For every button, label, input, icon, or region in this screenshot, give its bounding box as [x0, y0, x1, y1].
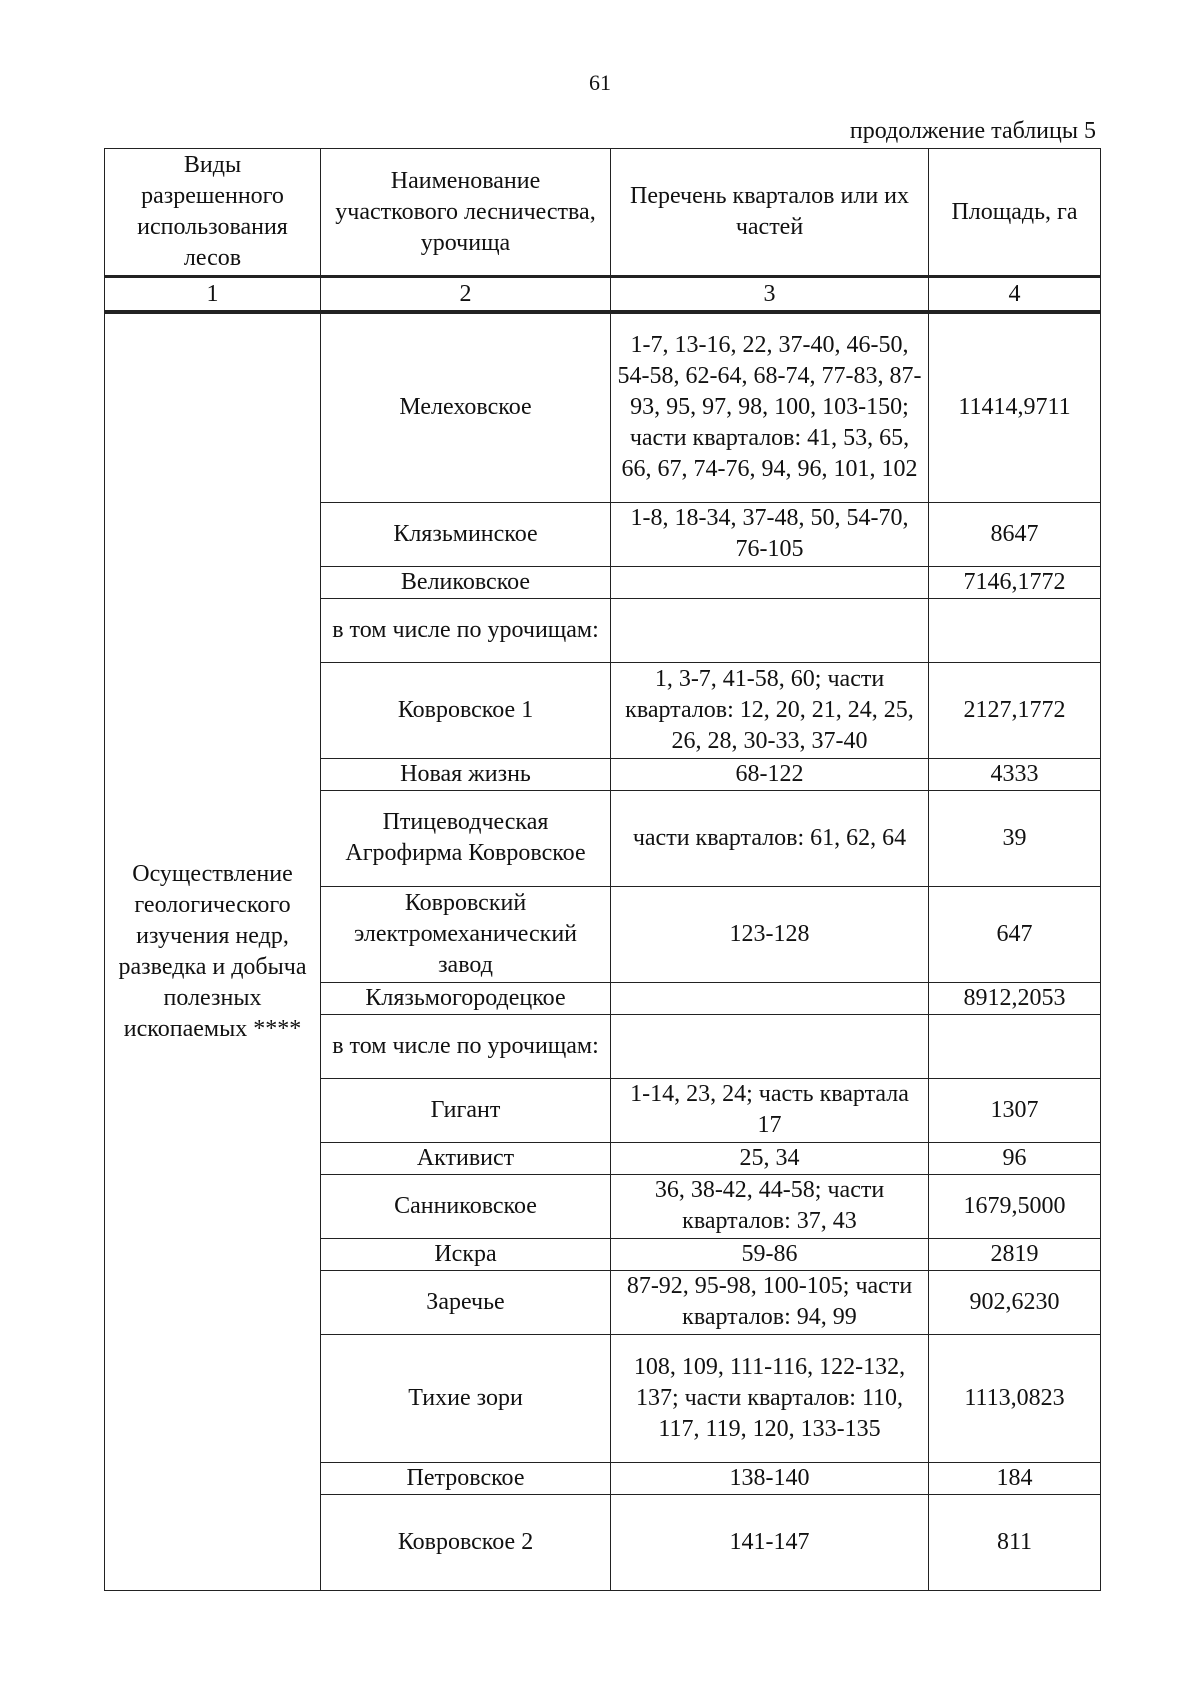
quarters-cell — [611, 1014, 929, 1078]
area-cell: 184 — [929, 1462, 1101, 1494]
area-cell: 811 — [929, 1494, 1101, 1590]
area-cell — [929, 598, 1101, 662]
column-number: 3 — [611, 277, 929, 313]
forestry-name-cell: Мелеховское — [321, 312, 611, 502]
header-area: Площадь, га — [929, 149, 1101, 277]
quarters-cell: 123-128 — [611, 886, 929, 982]
quarters-cell: 1, 3-7, 41-58, 60; части кварталов: 12, 20, 21, 24, 25, 26, 28, 30-33, 37-40 — [611, 662, 929, 758]
forestry-name-cell: Новая жизнь — [321, 758, 611, 790]
use-type-cell: Осуществление геологического изучения недр, разведка и добыча полезных ископаемых **** — [105, 312, 321, 1590]
quarters-cell: 1-8, 18-34, 37-48, 50, 54-70, 76-105 — [611, 502, 929, 566]
quarters-cell — [611, 982, 929, 1014]
header-quarters: Перечень кварталов или их частей — [611, 149, 929, 277]
forestry-name-cell: Гигант — [321, 1078, 611, 1142]
area-cell: 2819 — [929, 1238, 1101, 1270]
forestry-name-cell: Ковровский электромеханический завод — [321, 886, 611, 982]
forestry-name-cell: Великовское — [321, 566, 611, 598]
forestry-name-cell: Ковровское 1 — [321, 662, 611, 758]
forestry-name-cell: в том числе по урочищам: — [321, 1014, 611, 1078]
quarters-cell: 1-7, 13-16, 22, 37-40, 46-50, 54-58, 62-64, 68-74, 77-83, 87-93, 95, 97, 98, 100, 103-150; части кварталов: 41, 53, 65, 66, 67, 74-76, 94, 96, 101, 102 — [611, 312, 929, 502]
area-cell: 4333 — [929, 758, 1101, 790]
area-cell: 11414,9711 — [929, 312, 1101, 502]
area-cell: 2127,1772 — [929, 662, 1101, 758]
forestry-name-cell: Клязьмогородецкое — [321, 982, 611, 1014]
page-number: 61 — [589, 70, 611, 95]
forest-use-table — [104, 148, 1101, 1591]
area-cell: 39 — [929, 790, 1101, 886]
area-cell: 647 — [929, 886, 1101, 982]
quarters-cell: 36, 38-42, 44-58; части кварталов: 37, 43 — [611, 1174, 929, 1238]
header-use-type: Виды разрешенного использования лесов — [105, 149, 321, 277]
area-cell: 1113,0823 — [929, 1334, 1101, 1462]
forestry-name-cell: Ковровское 2 — [321, 1494, 611, 1590]
table-row — [105, 312, 1101, 502]
quarters-cell: части кварталов: 61, 62, 64 — [611, 790, 929, 886]
forestry-name-cell: Птицеводческая Агрофирма Ковровское — [321, 790, 611, 886]
forestry-name-cell: Активист — [321, 1142, 611, 1174]
column-number: 2 — [321, 277, 611, 313]
quarters-cell: 68-122 — [611, 758, 929, 790]
area-cell: 1307 — [929, 1078, 1101, 1142]
area-cell: 8912,2053 — [929, 982, 1101, 1014]
forestry-name-cell: Заречье — [321, 1270, 611, 1334]
table-header-row — [105, 149, 1101, 277]
forestry-name-cell: Петровское — [321, 1462, 611, 1494]
quarters-cell: 141-147 — [611, 1494, 929, 1590]
column-number-row — [105, 277, 1101, 313]
table-continuation-label: продолжение таблицы 5 — [849, 118, 1096, 144]
header-forestry-name: Наименование участкового лесничества, урочища — [321, 149, 611, 277]
quarters-cell: 1-14, 23, 24; часть квартала 17 — [611, 1078, 929, 1142]
forestry-name-cell: Санниковское — [321, 1174, 611, 1238]
area-cell: 96 — [929, 1142, 1101, 1174]
area-cell: 1679,5000 — [929, 1174, 1101, 1238]
area-cell: 8647 — [929, 502, 1101, 566]
forestry-name-cell: Искра — [321, 1238, 611, 1270]
forestry-name-cell: Клязьминское — [321, 502, 611, 566]
quarters-cell — [611, 566, 929, 598]
column-number: 4 — [929, 277, 1101, 313]
area-cell — [929, 1014, 1101, 1078]
quarters-cell: 138-140 — [611, 1462, 929, 1494]
quarters-cell: 108, 109, 111-116, 122-132, 137; части кварталов: 110, 117, 119, 120, 133-135 — [611, 1334, 929, 1462]
area-cell: 902,6230 — [929, 1270, 1101, 1334]
quarters-cell: 87-92, 95-98, 100-105; части кварталов: 94, 99 — [611, 1270, 929, 1334]
quarters-cell — [611, 598, 929, 662]
area-cell: 7146,1772 — [929, 566, 1101, 598]
quarters-cell: 25, 34 — [611, 1142, 929, 1174]
forestry-name-cell: в том числе по урочищам: — [321, 598, 611, 662]
column-number: 1 — [105, 277, 321, 313]
quarters-cell: 59-86 — [611, 1238, 929, 1270]
forestry-name-cell: Тихие зори — [321, 1334, 611, 1462]
